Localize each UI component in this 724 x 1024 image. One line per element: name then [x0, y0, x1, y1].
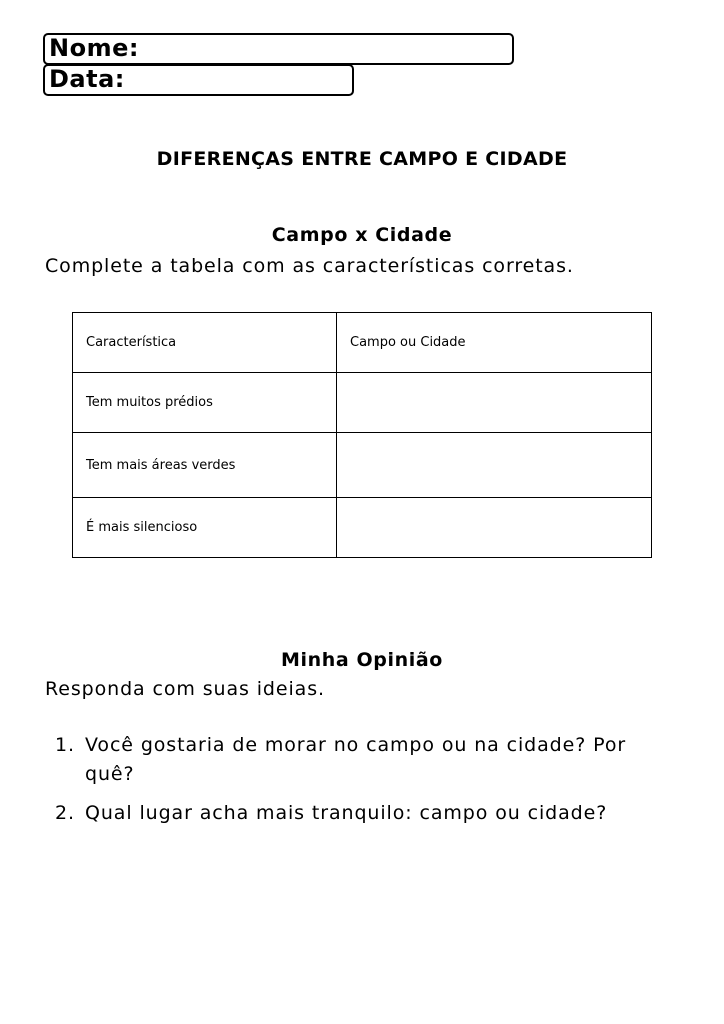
- table-instruction: Complete a tabela com as características corretas.: [45, 255, 574, 277]
- list-item: [55, 731, 675, 789]
- table-row: [73, 498, 652, 558]
- question-number: 1.: [55, 734, 75, 756]
- row-caracteristica: Tem muitos prédios: [73, 373, 337, 433]
- opinion-instruction: Responda com suas ideias.: [45, 678, 325, 700]
- table-row: [73, 373, 652, 433]
- table-section-title: Campo x Cidade: [271, 224, 453, 246]
- page-title: DIFERENÇAS ENTRE CAMPO E CIDADE: [156, 148, 568, 170]
- date-label: Data:: [49, 65, 125, 93]
- table-row: [73, 433, 652, 498]
- list-item: [55, 799, 675, 828]
- row-answer-cell[interactable]: [337, 498, 652, 558]
- name-label: Nome:: [49, 34, 139, 62]
- question-number: 2.: [55, 802, 75, 824]
- row-answer-cell[interactable]: [337, 433, 652, 498]
- name-field[interactable]: [43, 33, 514, 65]
- opinion-section-title: Minha Opinião: [281, 649, 443, 671]
- header-campo-ou-cidade: Campo ou Cidade: [337, 313, 652, 373]
- date-field[interactable]: [43, 64, 354, 96]
- characteristics-table: [72, 312, 652, 558]
- row-caracteristica: É mais silencioso: [73, 498, 337, 558]
- row-caracteristica: Tem mais áreas verdes: [73, 433, 337, 498]
- question-text: Qual lugar acha mais tranquilo: campo ou cidade?: [85, 802, 608, 824]
- question-text: Você gostaria de morar no campo ou na cidade? Por quê?: [85, 734, 627, 785]
- question-list: [55, 731, 675, 838]
- row-answer-cell[interactable]: [337, 373, 652, 433]
- table-header-row: [73, 313, 652, 373]
- header-caracteristica: Característica: [73, 313, 337, 373]
